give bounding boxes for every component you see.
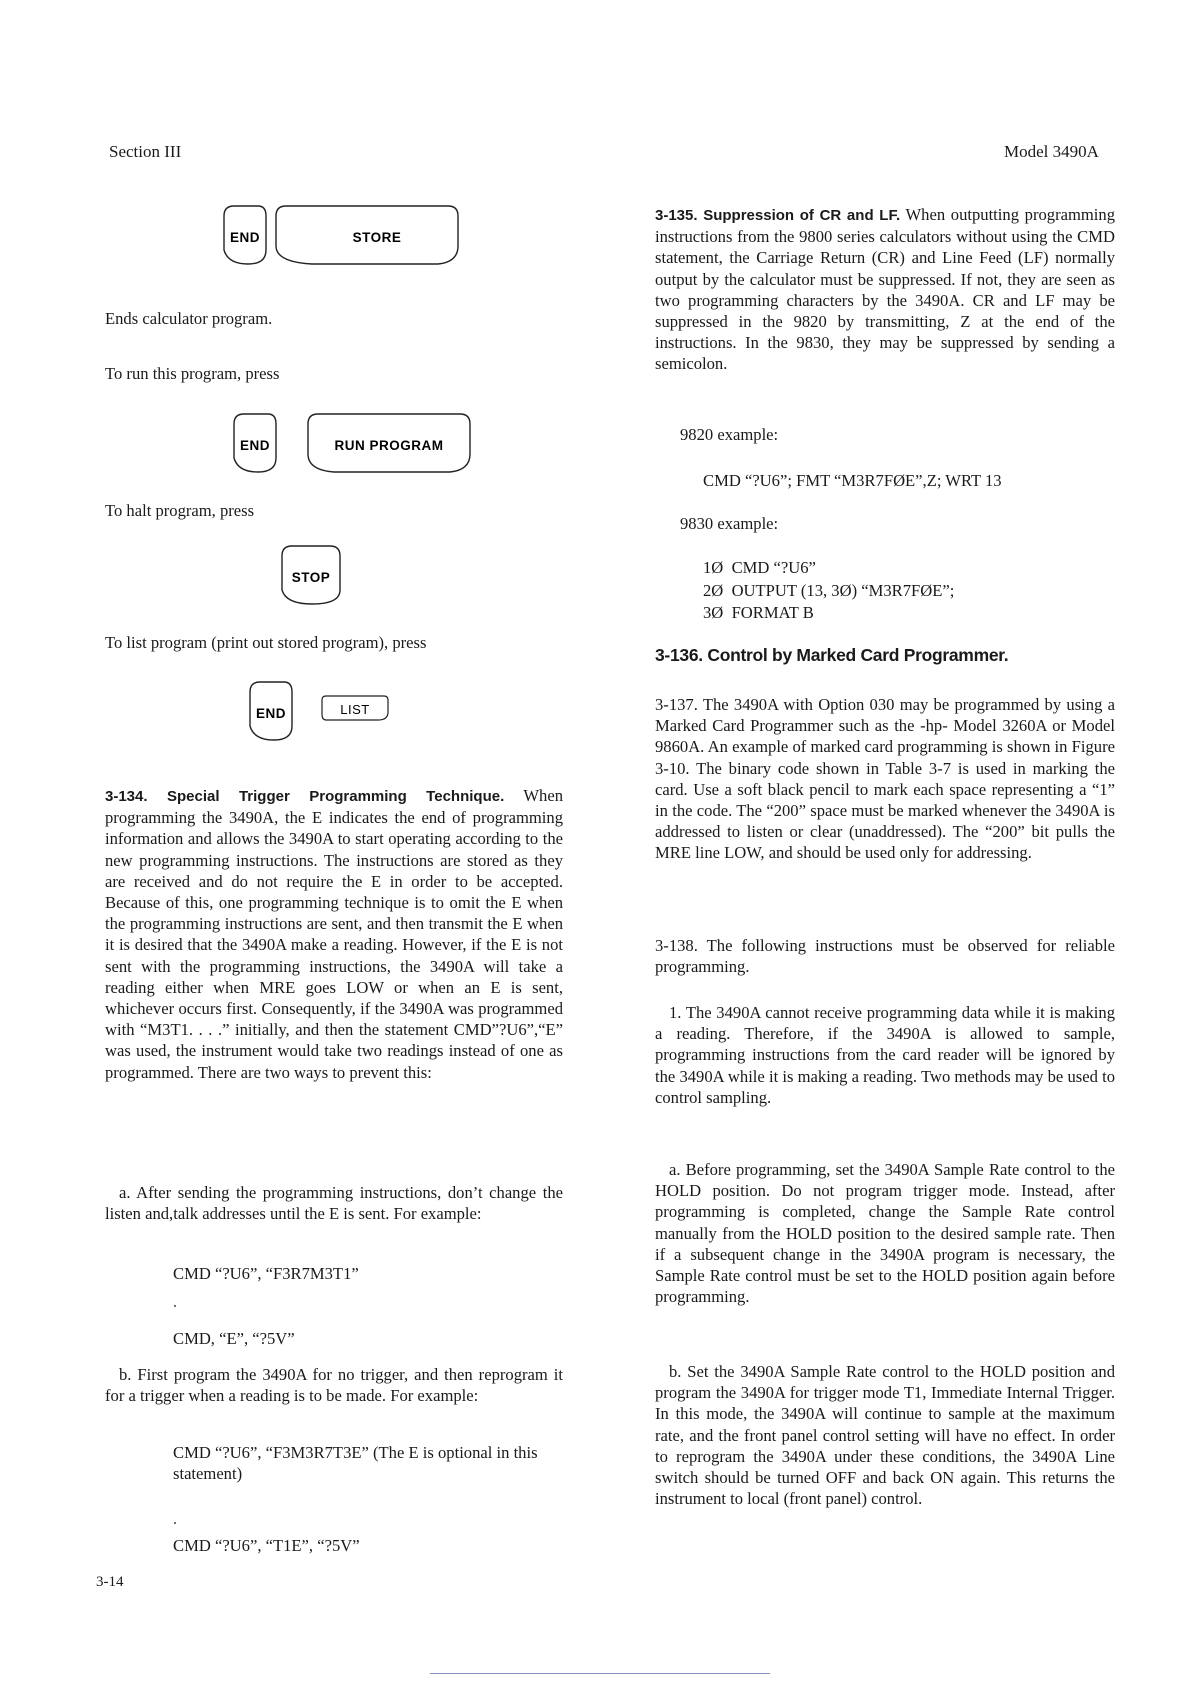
page-number: 3-14 (96, 1574, 124, 1590)
stop-key-icon (276, 542, 356, 612)
item-1a: a. Before programming, set the 3490A Sample Rate control to the HOLD position. Do not program trigger mode. Instead, after programming is completed, change the Sample Rate control manually from the HOLD position to the desired sample rate. Then if a subsequent change in the 3490A program is necessary, the Sample Rate control must be set to the HOLD position again before programming. (655, 1160, 1115, 1307)
example-9820-code: CMD “?U6”; FMT “M3R7FØE”,Z; WRT 13 (703, 471, 1002, 490)
run-program-key-icon (304, 410, 479, 478)
end-key-label: END (229, 230, 261, 245)
model-label: Model 3490A (1004, 142, 1099, 161)
scan-line (430, 1673, 770, 1674)
paragraph-3-137: 3-137. The 3490A with Option 030 may be programmed by using a Marked Card Programmer such as the -hp- Model 3260A or Model 9860A. An example of marked card programming is shown in Figure 3-10. The binary code shown in Table 3-7 is used in marking the card. Use a soft black pencil to mark each space representing a “1” in the code. The “200” space must be marked whenever the 3490A is addressed to listen or clear (unaddressed). The “200” bit pulls the MRE line LOW, and should be used only for addressing. (655, 695, 1115, 863)
paragraph-3-134 (105, 785, 563, 1083)
end-key-label: END (239, 438, 271, 453)
run-text: To run this program, press (105, 364, 280, 383)
store-key-label: STORE (352, 230, 402, 245)
code-a1: CMD “?U6”, “F3R7M3T1” (173, 1264, 359, 1283)
code-b1: CMD “?U6”, “F3M3R7T3E” (The E is optional in this statement) (173, 1443, 538, 1484)
body-3-134: When programming the 3490A, the E indicates the end of programming information and allows the 3490A to start operating according to the new programming instructions. The instructions are stored as they are received and do not require the E in order to be accepted. Because of this, one programming technique is to omit the E when the programming instructions are sent, and then transmit the E when it is desired that the 3490A make a reading. However, if the E is not sent with the programming instructions, the 3490A will take a reading either when MRE goes LOW or when an E is sent, whichever occurs first. Consequently, if the 3490A was programmed with “M3T1. . . .” initially, and then the statement CMD”?U6”,“E” was used, the instrument would take two readings instead of one as programmed. There are two ways to prevent this: (105, 786, 563, 1082)
list-key-label: LIST (340, 702, 370, 717)
halt-text: To halt program, press (105, 501, 255, 520)
code-b2: CMD “?U6”, “T1E”, “?5V” (173, 1536, 360, 1555)
heading-3-135: 3-135. Suppression of CR and LF. (655, 207, 901, 224)
run-program-key-label: RUN PROGRAM (334, 438, 444, 453)
heading-3-134: 3-134. Special Trigger Programming Technique. (105, 788, 505, 805)
item-1: 1. The 3490A cannot receive programming data while it is making a reading. Therefore, if the 3490A is allowed to sample, programming instructions from the card reader will be ignored by the 3490A while it is making a reading. Two methods may be used to control sampling. (655, 1003, 1115, 1107)
code-a2: CMD, “E”, “?5V” (173, 1329, 295, 1348)
ends-text: Ends calculator program. (105, 309, 273, 328)
example-9830-line-3: 3Ø FORMAT B (703, 603, 814, 622)
end-key-icon (244, 678, 314, 746)
item-b: b. First program the 3490A for no trigger, and then reprogram it for a trigger when a reading is to be made. For example: (105, 1365, 563, 1406)
list-text: To list program (print out stored program), press (105, 633, 427, 652)
end-key-label: END (255, 706, 287, 721)
section-label: Section III (109, 142, 182, 161)
store-key-icon (272, 202, 472, 270)
list-key-icon (318, 694, 393, 728)
paragraph-3-138: 3-138. The following instructions must be observed for reliable programming. (655, 936, 1115, 977)
stop-key-label: STOP (291, 570, 331, 585)
example-9830-line-1: 1Ø CMD “?U6” (703, 558, 816, 577)
item-a: a. After sending the programming instructions, don’t change the listen and,talk addresses until the E is sent. For example: (105, 1183, 563, 1224)
example-9830-label: 9830 example: (680, 514, 779, 533)
heading-3-136: 3-136. Control by Marked Card Programmer. (655, 645, 1009, 665)
body-3-135: When outputting programming instructions from the 9800 series calculators without using the CMD statement, the Carriage Return (CR) and Line Feed (LF) normally output by the calculator must be suppressed. If not, they are seen as two programming characters by the 3490A. CR and LF may be suppressed in the 9820 by transmitting, Z at the end of the instructions. In the 9830, they may be suppressed by sending a semicolon. (655, 205, 1115, 374)
paragraph-3-135 (655, 204, 1115, 375)
example-9820-label: 9820 example: (680, 425, 779, 444)
item-1b: b. Set the 3490A Sample Rate control to the HOLD position and program the 3490A for trigger mode T1, Immediate Internal Trigger. In this mode, the 3490A will continue to sample at the maximum rate, and the front panel control setting will have no effect. In order to reprogram the 3490A under these conditions, the 3490A Line switch should be turned OFF and back ON again. This returns the instrument to local (front panel) control. (655, 1362, 1115, 1509)
end-key-icon (228, 410, 298, 478)
example-9830-line-2: 2Ø OUTPUT (13, 3Ø) “M3R7FØE”; (703, 581, 955, 600)
